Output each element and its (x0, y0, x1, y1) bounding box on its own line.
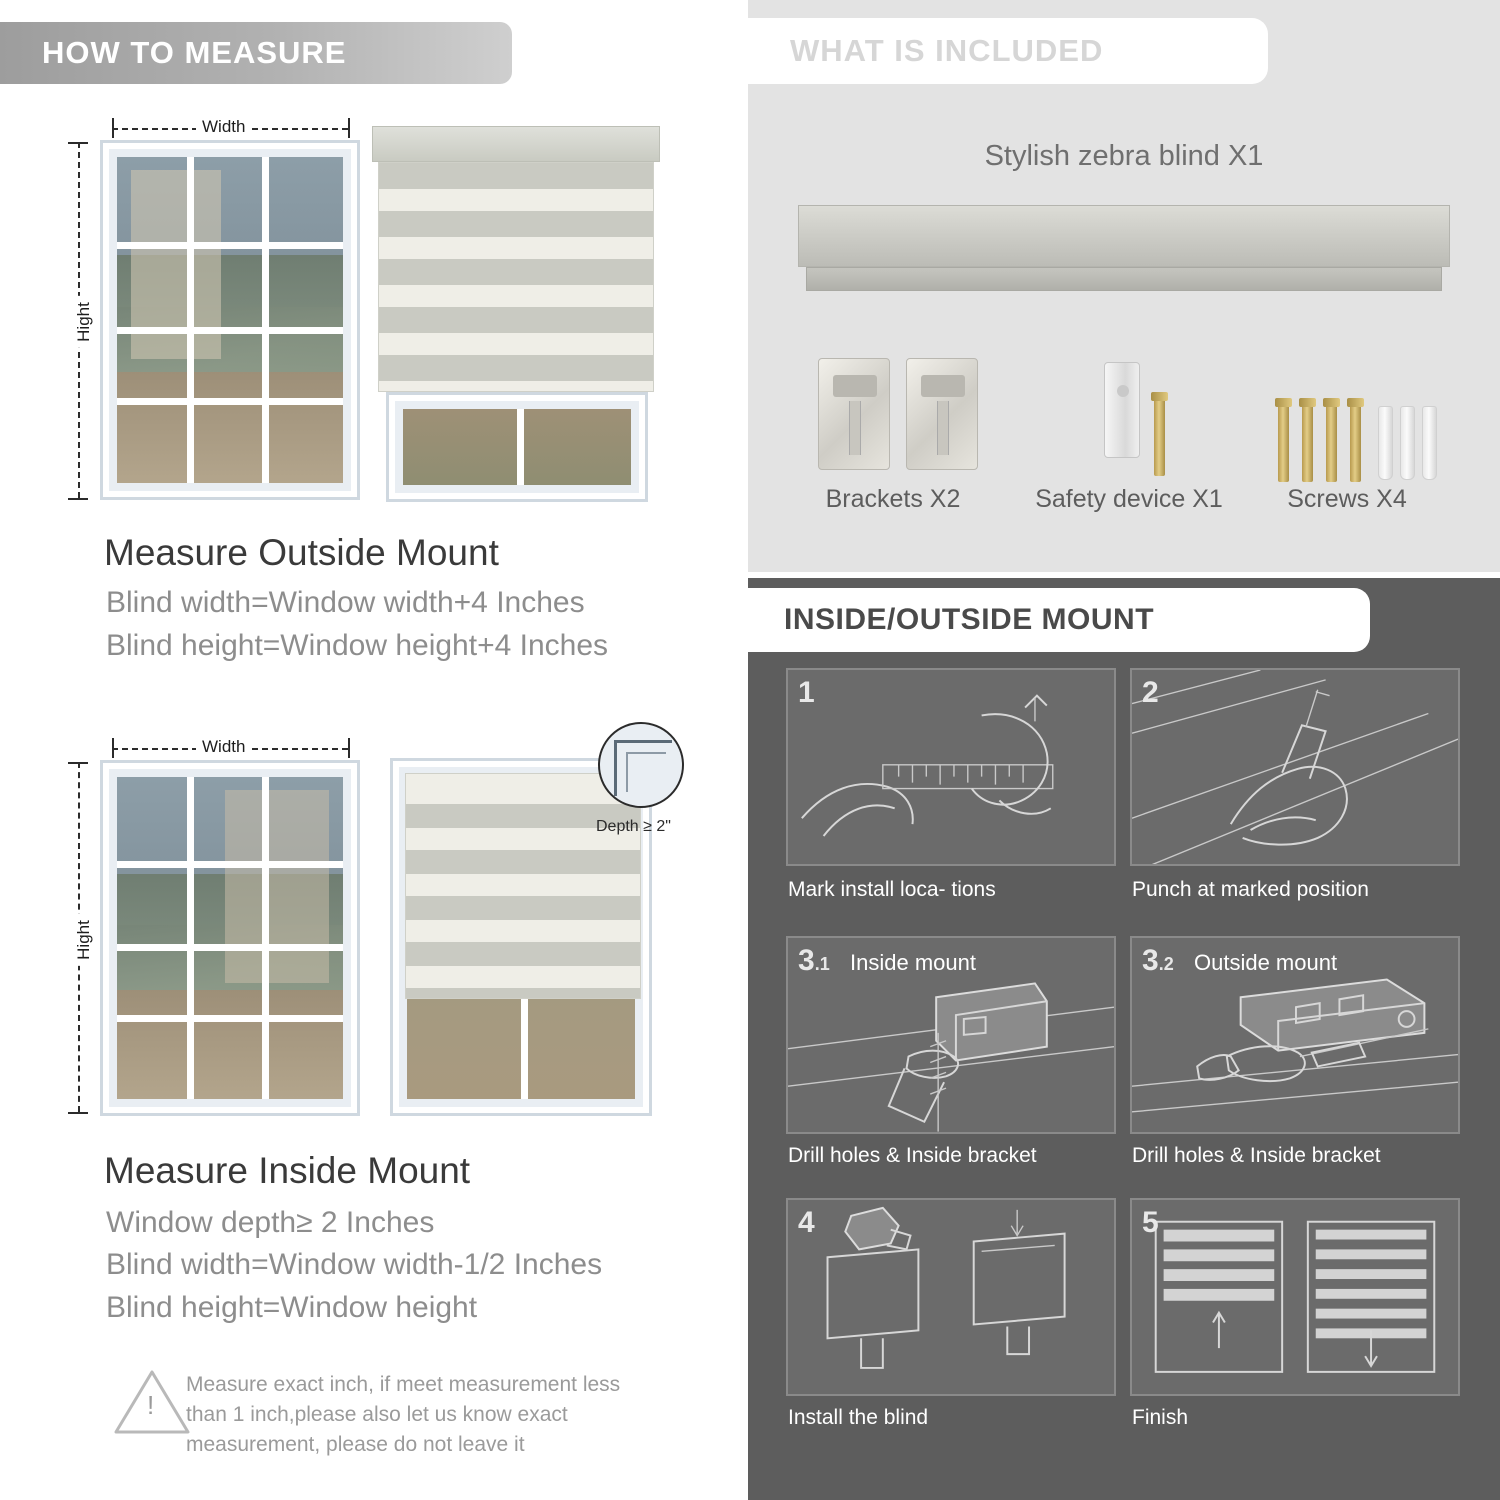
inside-outside-mount-tab: INSIDE/OUTSIDE MOUNT (748, 588, 1370, 652)
glass-building (117, 372, 343, 483)
window-mullion-lower (517, 409, 524, 485)
inside-height-label: Hight (74, 914, 94, 966)
inside-mount-line-1: Window depth≥ 2 Inches (106, 1206, 435, 1239)
depth-corner-sketch-inner (626, 752, 666, 792)
step-4-number: 4 (798, 1206, 815, 1239)
inside-width-label: Width (196, 737, 251, 757)
rail-top-face (798, 205, 1450, 267)
safety-device-caption: Safety device X1 (1035, 485, 1223, 513)
window-mullion-1 (187, 157, 194, 483)
step-3-1-caption: Drill holes & Inside bracket (788, 1144, 1037, 1167)
inside-width-cap-left (112, 738, 114, 758)
outside-height-cap-bottom (68, 498, 88, 500)
window-glass (117, 157, 343, 483)
included-main-item-label: Stylish zebra blind X1 (984, 140, 1264, 172)
warning-exclamation: ! (147, 1390, 155, 1420)
window-rail-6 (117, 1015, 343, 1022)
step-2-caption: Punch at marked position (1132, 878, 1369, 901)
bracket-stem-1 (849, 401, 861, 455)
depth-callout-circle (598, 722, 684, 808)
outside-width-cap-left (112, 118, 114, 138)
outside-window-illustration (100, 140, 360, 500)
outside-blind-headrail (372, 126, 660, 162)
step-1-number: 1 (798, 676, 815, 709)
bracket-part-1 (818, 358, 890, 470)
wall-anchor-2 (1400, 406, 1415, 480)
step-3-2-inline-label: Outside mount (1194, 950, 1338, 975)
step-card-3-2 (1130, 936, 1460, 1134)
outside-mount-line-1: Blind width=Window width+4 Inches (106, 586, 585, 619)
step-2-sketch (1132, 670, 1458, 866)
bracket-stem-2 (937, 401, 949, 455)
outside-width-label: Width (196, 117, 251, 137)
inside-mount-line-3: Blind height=Window height (106, 1291, 478, 1324)
wall-anchor-3 (1422, 406, 1437, 480)
window-rail-5 (117, 944, 343, 951)
bracket-slot-2 (921, 375, 965, 397)
inside-mount-blind-window (390, 758, 652, 1116)
safety-device-hole (1117, 385, 1129, 397)
inside-mount-line-2: Blind width=Window width-1/2 Inches (106, 1248, 603, 1281)
step-card-1 (786, 668, 1116, 866)
outside-width-cap-right (348, 118, 350, 138)
zebra-blind-rail-illustration (798, 205, 1450, 293)
step-3-2-caption: Drill holes & Inside bracket (1132, 1144, 1381, 1167)
inside-width-cap-right (348, 738, 350, 758)
step-4-caption: Install the blind (788, 1406, 929, 1429)
screw-4 (1350, 404, 1361, 482)
window-mullion-4 (262, 777, 269, 1099)
how-to-measure-panel (0, 0, 742, 1500)
warning-line-1: Measure exact inch, if meet measurement less (186, 1373, 621, 1396)
window-rail-1 (117, 242, 343, 249)
window-glass-lower (403, 409, 631, 485)
step-1-caption: Mark install loca- tions (788, 878, 996, 901)
wall-anchor-1 (1378, 406, 1393, 480)
glass-building-2 (117, 990, 343, 1099)
step-card-4 (786, 1198, 1116, 1396)
step-5-number: 5 (1142, 1206, 1159, 1239)
window-glass-2 (117, 777, 343, 1099)
outside-height-cap-top (68, 142, 88, 144)
glass-building-right (225, 790, 329, 983)
step-3-2-number: 3.2 (1142, 944, 1174, 977)
step-5-caption: Finish (1132, 1406, 1189, 1429)
outside-mount-line-2: Blind height=Window height+4 Inches (106, 629, 609, 662)
depth-label: Depth ≥ 2" (596, 818, 671, 835)
window-rail-2 (117, 327, 343, 334)
outside-height-label: Hight (74, 296, 94, 348)
inside-height-cap-bottom (68, 1112, 88, 1114)
window-rail-4 (117, 861, 343, 868)
step-3-1-number: 3.1 (798, 944, 830, 977)
outside-blind-fabric (378, 162, 654, 392)
rail-bottom-face (806, 267, 1442, 291)
window-mullion-3 (187, 777, 194, 1099)
outside-mount-title: Measure Outside Mount (104, 532, 499, 573)
how-to-measure-tab: HOW TO MEASURE (0, 22, 512, 84)
inside-height-cap-top (68, 762, 88, 764)
warning-triangle-icon (112, 1368, 192, 1434)
step-card-3-1 (786, 936, 1116, 1134)
step-5-sketch (1132, 1200, 1458, 1396)
inside-mount-title: Measure Inside Mount (104, 1150, 471, 1191)
step-2-number: 2 (1142, 676, 1159, 709)
safety-device-screw (1154, 398, 1165, 476)
screw-2 (1302, 404, 1313, 482)
safety-device-part (1104, 362, 1140, 458)
outside-window-below-blind (386, 392, 648, 502)
inside-blind-fabric (405, 773, 641, 999)
step-1-sketch (788, 670, 1114, 866)
brackets-caption: Brackets X2 (825, 485, 961, 513)
what-is-included-tab: WHAT IS INCLUDED (748, 18, 1268, 84)
warning-line-3: measurement, please do not leave it (186, 1433, 525, 1456)
step-card-2 (1130, 668, 1460, 866)
step-3-1-inline-label: Inside mount (850, 950, 976, 975)
screw-3 (1326, 404, 1337, 482)
screws-caption: Screws X4 (1287, 485, 1407, 513)
step-4-sketch (788, 1200, 1114, 1396)
screw-1 (1278, 404, 1289, 482)
warning-line-2: than 1 inch,please also let us know exact (186, 1403, 568, 1426)
bracket-slot-1 (833, 375, 877, 397)
inside-window-illustration (100, 760, 360, 1116)
window-rail-3 (117, 398, 343, 405)
step-card-5 (1130, 1198, 1460, 1396)
window-mullion-2 (262, 157, 269, 483)
bracket-part-2 (906, 358, 978, 470)
